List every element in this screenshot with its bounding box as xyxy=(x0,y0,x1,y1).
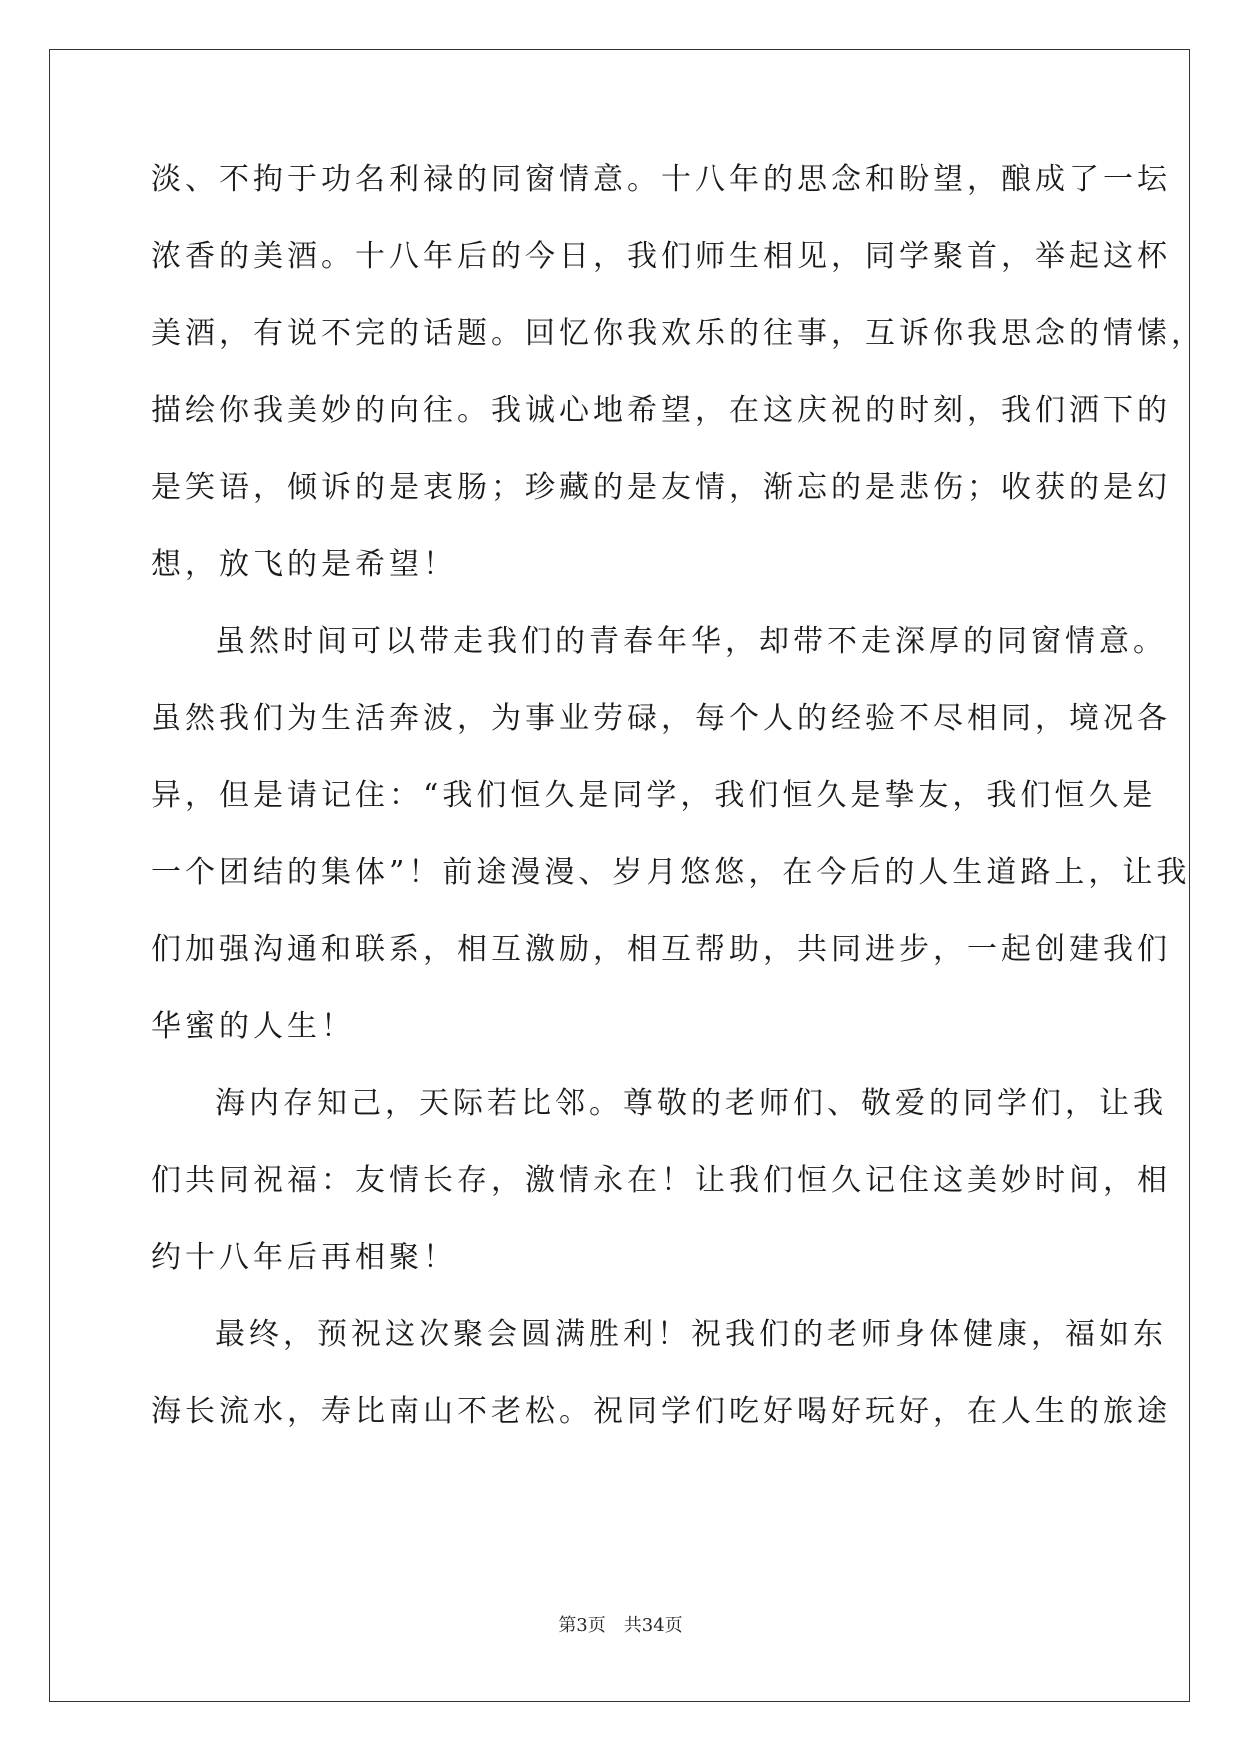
text-line: 描绘你我美妙的向往。我诚心地希望，在这庆祝的时刻，我们洒下的 xyxy=(151,393,1171,428)
text-line: 想，放飞的是希望！ xyxy=(151,547,457,582)
text-line: 虽然时间可以带走我们的青春年华，却带不走深厚的同窗情意。 xyxy=(215,624,1167,659)
text-line: 约十八年后再相聚！ xyxy=(151,1240,457,1275)
text-line: 虽然我们为生活奔波，为事业劳碌，每个人的经验不尽相同，境况各 xyxy=(151,701,1171,736)
text-line: 是笑语，倾诉的是衷肠；珍藏的是友情，渐忘的是悲伤；收获的是幻 xyxy=(151,470,1171,505)
page-total: 共34页 xyxy=(623,1615,683,1636)
page-number: 第3页 xyxy=(558,1615,606,1636)
text-line: 海长流水，寿比南山不老松。祝同学们吃好喝好玩好，在人生的旅途 xyxy=(151,1394,1171,1429)
text-line: 浓香的美酒。十八年后的今日，我们师生相见，同学聚首，举起这杯 xyxy=(151,239,1171,274)
text-line: 们共同祝福：友情长存，激情永在！让我们恒久记住这美妙时间，相 xyxy=(151,1163,1171,1198)
text-line: 华蜜的人生！ xyxy=(151,1009,355,1044)
text-line: 异，但是请记住：“我们恒久是同学，我们恒久是挚友，我们恒久是 xyxy=(151,778,1157,813)
text-line: 海内存知己，天际若比邻。尊敬的老师们、敬爱的同学们，让我 xyxy=(215,1086,1167,1121)
text-line: 们加强沟通和联系，相互激励，相互帮助，共同进步，一起创建我们 xyxy=(151,932,1171,967)
document-body xyxy=(151,162,1205,1473)
text-line: 美酒，有说不完的话题。回忆你我欢乐的往事，互诉你我思念的情愫， xyxy=(151,316,1205,351)
page-footer xyxy=(0,1611,1241,1637)
text-line: 淡、不拘于功名利禄的同窗情意。十八年的思念和盼望，酿成了一坛 xyxy=(151,162,1171,197)
text-line: 最终，预祝这次聚会圆满胜利！祝我们的老师身体健康，福如东 xyxy=(215,1317,1167,1352)
text-line: 一个团结的集体”！前途漫漫、岁月悠悠，在今后的人生道路上，让我 xyxy=(151,855,1191,890)
